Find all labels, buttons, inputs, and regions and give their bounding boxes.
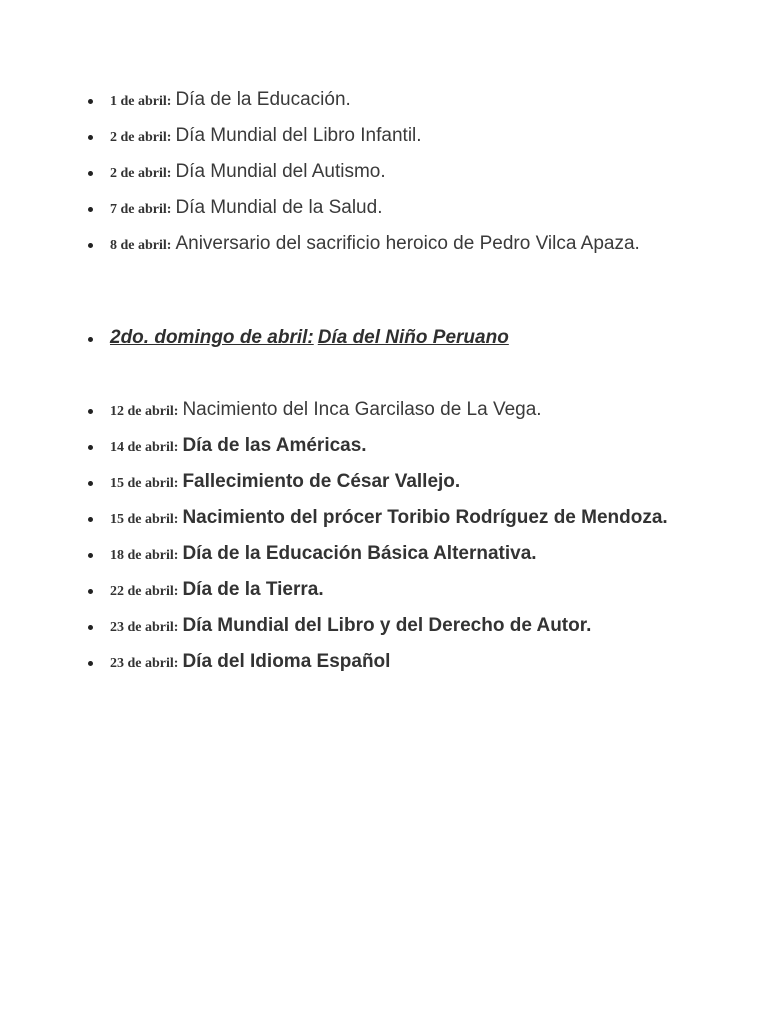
list-item [0, 119, 768, 155]
list-item [0, 465, 768, 501]
list-item [0, 191, 768, 227]
item-date: 18 de abril: [110, 548, 179, 563]
item-date: 2 de abril: [110, 130, 172, 145]
item-description: Fallecimiento de César Vallejo. [182, 471, 461, 492]
highlight-date: 2do. domingo de abril: [110, 327, 314, 348]
item-date: 22 de abril: [110, 584, 179, 599]
list-item [0, 573, 768, 609]
april-dates-list-1 [0, 83, 768, 263]
item-description: Nacimiento del prócer Toribio Rodríguez de Mendoza. [182, 507, 668, 528]
list-item [0, 155, 768, 191]
item-date: 23 de abril: [110, 620, 179, 635]
item-date: 15 de abril: [110, 512, 179, 527]
item-description: Día Mundial del Libro Infantil. [175, 125, 422, 146]
item-date: 8 de abril: [110, 238, 172, 253]
list-item [0, 83, 768, 119]
item-description: Día Mundial de la Salud. [175, 197, 383, 218]
item-date: 2 de abril: [110, 166, 172, 181]
list-item [0, 227, 768, 263]
item-date: 7 de abril: [110, 202, 172, 217]
item-description: Día Mundial del Libro y del Derecho de Autor. [182, 615, 592, 636]
item-description: Día del Idioma Español [182, 651, 391, 672]
item-description: Día de la Educación. [175, 89, 351, 110]
highlight-description: Día del Niño Peruano [317, 327, 509, 348]
list-item [0, 501, 768, 537]
item-date: 14 de abril: [110, 440, 179, 455]
list-item [0, 645, 768, 681]
list-item [0, 537, 768, 573]
april-highlight-list [0, 321, 768, 356]
item-description: Día de la Educación Básica Alternativa. [182, 543, 537, 564]
item-description: Aniversario del sacrificio heroico de Pedro Vilca Apaza. [175, 233, 640, 254]
list-item [0, 429, 768, 465]
item-description: Día Mundial del Autismo. [175, 161, 386, 182]
item-description: Día de la Tierra. [182, 579, 324, 600]
item-date: 12 de abril: [110, 404, 179, 419]
list-item [0, 393, 768, 429]
list-item [0, 609, 768, 645]
april-dates-list-2 [0, 393, 768, 681]
item-date: 15 de abril: [110, 476, 179, 491]
item-date: 1 de abril: [110, 94, 172, 109]
item-description: Nacimiento del Inca Garcilaso de La Vega. [182, 399, 542, 420]
highlight-item [0, 321, 768, 356]
item-date: 23 de abril: [110, 656, 179, 671]
item-description: Día de las Américas. [182, 435, 367, 456]
